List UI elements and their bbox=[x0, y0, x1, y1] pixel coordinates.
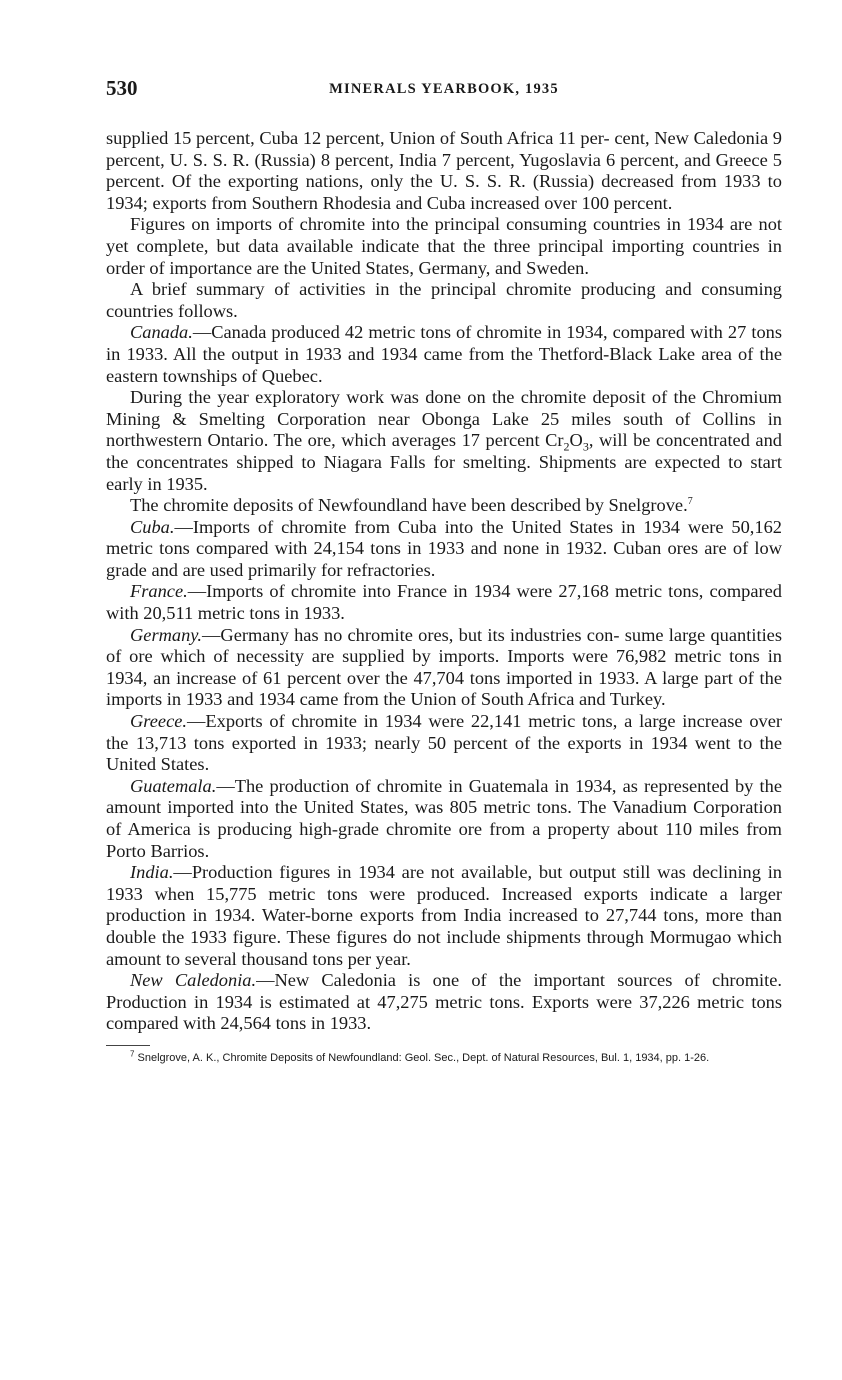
footnote-marker: 7 bbox=[130, 1049, 135, 1059]
country-heading-new-caledonia: New Caledonia. bbox=[130, 970, 257, 991]
page-number: 530 bbox=[106, 76, 138, 100]
paragraph-guatemala: Guatemala.—The production of chromite in Guatemala in 1934, as represented by the amount imported into the United States, was 805 metric tons. The Vanadium Corporation of America is producing high-grade chromite ore from a property about 110 miles from Porto Barrios. bbox=[106, 775, 782, 861]
paragraph-cuba: Cuba.—Imports of chromite from Cuba into the United States in 1934 were 50,162 metric tons compared with 24,154 tons in 1933 and none in 1932. Cuban ores are of low grade and are used primarily for refractories. bbox=[106, 516, 782, 580]
country-heading-canada: Canada. bbox=[130, 322, 193, 343]
country-heading-guatemala: Guatemala. bbox=[130, 775, 217, 796]
footnote-divider bbox=[106, 1045, 150, 1046]
country-heading-germany: Germany. bbox=[130, 624, 203, 645]
country-heading-india: India. bbox=[130, 862, 174, 883]
country-heading-greece: Greece. bbox=[130, 711, 188, 732]
paragraph-summary-intro: A brief summary of activities in the principal chromite producing and consuming countries follows. bbox=[106, 279, 782, 321]
paragraph-germany: Germany.—Germany has no chromite ores, but its industries con- sume large quantities of ore which of necessity are supplied by imports. Imports were 76,982 metric tons in 1934, an increase of 61 percent over the 47,704 tons imported in 1933. A large part of the imports in 1933 and 1934 came from the Union of South Africa and Turkey. bbox=[106, 624, 782, 710]
paragraph-india: India.—Production figures in 1934 are not available, but output still was declining in 1933 when 15,775 metric tons were produced. Increased exports indicate a larger production in 1934. Water-borne exports from India increased to 27,744 tons, more than double the 1933 figure. These figures do not include shipments through Mormugao which amount to several thousand tons per year. bbox=[106, 862, 782, 969]
paragraph-greece: Greece.—Exports of chromite in 1934 were 22,141 metric tons, a large increase over the 13,713 tons exported in 1933; nearly 50 percent of the exports in 1934 went to the United States. bbox=[106, 711, 782, 775]
paragraph-newfoundland: The chromite deposits of Newfoundland have been described by Snelgrove.$^7$ bbox=[130, 495, 693, 516]
paragraph-export-shares: supplied 15 percent, Cuba 12 percent, Union of South Africa 11 per- cent, New Caledonia 9 percent, U. S. S. R. (Russia) 8 percent, India 7 percent, Yugoslavia 6 percent, and Greece 5 percent. Of the exporting nations, only the U. S. S. R. (Russia) decreased from 1933 to 1934; exports from Southern Rhodesia and Cuba increased over 100 percent. bbox=[106, 128, 782, 213]
running-title: MINERALS YEARBOOK, 1935 bbox=[329, 81, 559, 97]
paragraph-imports: Figures on imports of chromite into the principal consuming countries in 1934 are not yet complete, but data available indicate that the three principal importing countries in order of importance are the United States, Germany, and Sweden. bbox=[106, 214, 782, 278]
paragraph-new-caledonia: New Caledonia.—New Caledonia is one of the important sources of chromite. Production in 1934 is estimated at 47,275 metric tons. Exports were 37,226 metric tons compared with 24,564 tons in 1933. bbox=[106, 970, 782, 1034]
paragraph-canada: Canada.—Canada produced 42 metric tons of chromite in 1934, compared with 27 tons in 1933. All the output in 1933 and 1934 came from the Thetford-Black Lake area of the eastern townships of Quebec. bbox=[106, 322, 782, 386]
country-heading-cuba: Cuba. bbox=[130, 516, 175, 537]
paragraph-france: France.—Imports of chromite into France in 1934 were 27,168 metric tons, compared with 20,511 metric tons in 1933. bbox=[106, 581, 782, 624]
footnote: $^7$ Snelgrove, A. K., Chromite Deposits of Newfoundland: Geol. Sec., Dept. of Natural Resources, Bul. 1, 1934, pp. 1-26. bbox=[130, 1049, 710, 1064]
page-header bbox=[106, 76, 782, 106]
body-text bbox=[106, 128, 782, 1035]
chemical-formula: $Cr_2O_3$ bbox=[545, 430, 589, 454]
footnote-reference: 7 bbox=[687, 495, 693, 507]
country-heading-france: France. bbox=[130, 581, 188, 602]
document-page bbox=[106, 76, 782, 1065]
paragraph-ontario-deposit: During the year exploratory work was done on the chromite deposit of the Chromium Mining & Smelting Corporation near Obonga Lake 25 miles south of Collins in northwestern Ontario. The ore, which averages 17 percent $Cr_2O_3$, will be concentrated and the concentrates shipped to Niagara Falls for smelting. Shipments are expected to start early in 1935. bbox=[106, 387, 782, 494]
